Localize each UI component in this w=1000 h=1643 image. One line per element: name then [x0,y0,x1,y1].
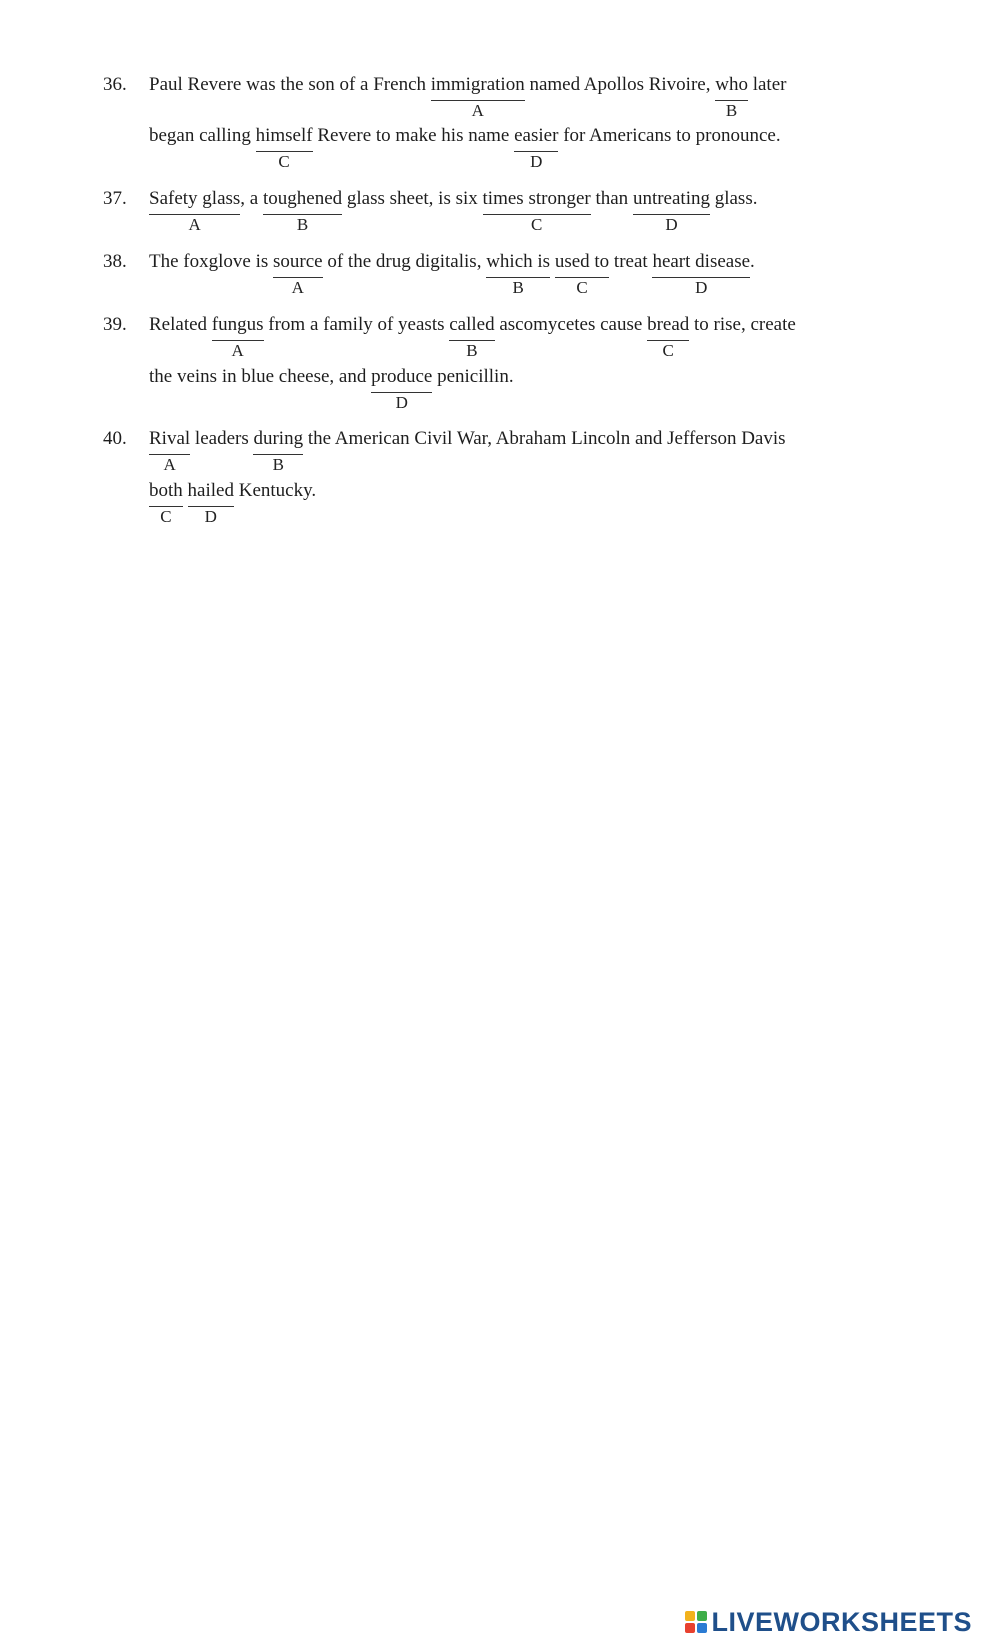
question-line [149,70,786,124]
sentence-text: the veins in blue cheese, and [149,366,372,387]
option-text: times stronger [482,188,591,209]
option-letter: C [160,507,172,526]
option-letter: B [466,341,478,360]
option-letter: D [395,393,408,412]
logo-square [685,1623,695,1633]
sentence-text: Paul Revere was the son of a French [149,74,431,95]
sentence-text: later [747,74,787,95]
sentence-text: Related [149,314,212,335]
option-letter: B [272,455,284,474]
option-letter: B [512,278,524,297]
option-letter: A [163,455,176,474]
question-line [149,310,796,364]
question-number: 40. [103,428,127,449]
answer-option-b[interactable] [253,424,304,474]
sentence-text: . [750,251,755,272]
answer-option-a[interactable] [430,70,525,120]
answer-option-b[interactable] [486,247,551,297]
sentence-text: glass sheet, is six [342,188,483,209]
answer-option-d[interactable] [632,184,710,234]
option-text: untreating [632,188,710,209]
option-letter: C [278,152,290,171]
liveworksheets-logo [685,1607,972,1637]
option-letter: D [695,278,708,297]
answer-option-c[interactable] [149,476,183,526]
option-letter: A [471,101,484,120]
sentence-text: leaders [190,428,254,449]
option-text: Safety glass [149,188,241,209]
option-text: immigration [430,74,525,95]
answer-option-b[interactable] [449,310,495,360]
question-number: 37. [103,188,127,209]
sentence-text: to rise, create [689,314,796,335]
sentence-text: glass. [709,188,758,209]
answer-option-a[interactable] [149,424,191,474]
logo-square [697,1611,707,1621]
option-text: which is [486,251,551,272]
logo-square [697,1623,707,1633]
question-line [149,247,755,301]
option-letter: C [530,215,543,234]
answer-option-b[interactable] [715,70,748,120]
sentence-text: the American Civil War, Abraham Lincoln and Jefferson Davis [303,428,786,449]
sentence-text: from a family of yeasts [263,314,450,335]
sentence-text: named Apollos Rivoire, [524,74,716,95]
option-text: bread [647,314,690,335]
question-line [149,476,316,530]
question-number: 39. [103,314,127,335]
answer-option-c[interactable] [647,310,690,360]
option-letter: C [662,341,674,360]
option-text: himself [255,125,313,146]
question-number: 36. [103,74,127,95]
option-letter: A [231,341,244,360]
option-text: Rival [149,428,191,449]
answer-option-a[interactable] [273,247,323,297]
answer-option-d[interactable] [514,121,559,171]
option-text: during [253,428,304,449]
option-letter: C [576,278,588,297]
option-text: produce [371,366,433,387]
option-text: fungus [211,314,264,335]
option-letter: D [665,215,678,234]
question-line [149,184,757,238]
option-text: toughened [262,188,343,209]
sentence-text: ascomycetes cause [494,314,648,335]
sentence-text: penicillin. [432,366,514,387]
option-text: heart disease [652,251,751,272]
logo-mark-icon [685,1611,707,1633]
option-text: both [149,480,183,501]
question-number: 38. [103,251,127,272]
answer-option-a[interactable] [211,310,264,360]
question-line [149,121,781,175]
option-text: who [715,74,748,95]
sentence-text: , a [240,188,263,209]
option-text: easier [514,125,559,146]
answer-option-c[interactable] [482,184,591,234]
brand-name: LIVEWORKSHEETS [711,1607,972,1637]
option-letter: B [725,101,738,120]
answer-option-d[interactable] [187,476,234,526]
answer-option-b[interactable] [262,184,343,234]
option-text: used to [554,251,610,272]
sentence-text: The foxglove is [149,251,274,272]
option-letter: B [296,215,309,234]
option-letter: D [530,152,543,171]
answer-option-c[interactable] [554,247,610,297]
sentence-text: began calling [149,125,256,146]
sentence-text: Revere to make his name [312,125,515,146]
question-line [149,362,514,416]
sentence-text: for Americans to pronounce. [558,125,781,146]
question-line [149,424,786,478]
sentence-text: Kentucky. [233,480,317,501]
answer-option-a[interactable] [149,184,241,234]
logo-square [685,1611,695,1621]
option-letter: A [188,215,201,234]
option-text: called [449,314,495,335]
answer-option-d[interactable] [371,362,433,412]
option-text: source [273,251,323,272]
sentence-text: than [590,188,633,209]
option-letter: A [291,278,304,297]
answer-option-c[interactable] [255,121,313,171]
sentence-text: treat [609,251,653,272]
option-text: hailed [187,480,234,501]
option-letter: D [204,507,217,526]
sentence-text: of the drug digitalis, [322,251,487,272]
answer-option-d[interactable] [652,247,751,297]
